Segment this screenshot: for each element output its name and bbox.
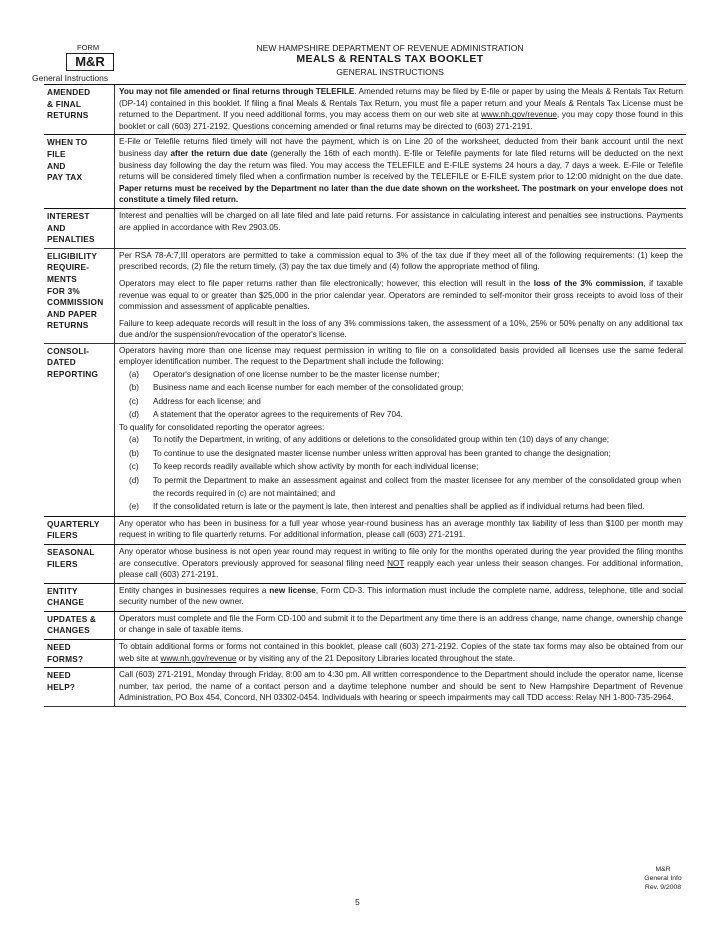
section-label: ELIGIBILITY REQUIRE- MENTS FOR 3% COMMISSION AND PAPER RETURNS bbox=[47, 250, 104, 331]
list-item bbox=[119, 395, 683, 408]
agreement-list bbox=[119, 433, 683, 513]
section-need-help bbox=[44, 667, 686, 707]
underlined-text: NOT bbox=[387, 558, 405, 568]
section-consolidated bbox=[44, 343, 686, 516]
department-title: NEW HAMPSHIRE DEPARTMENT OF REVENUE ADMINISTRATION bbox=[256, 43, 524, 53]
booklet-title: MEALS & RENTALS TAX BOOKLET bbox=[296, 53, 484, 65]
section-label: QUARTERLY FILERS bbox=[47, 518, 100, 541]
list-item bbox=[119, 408, 683, 421]
section-quarterly bbox=[44, 516, 686, 544]
list-value: If the consolidated return is late or the payment is late, then interest and penalties shall be applied as if individual returns had been filed. bbox=[153, 502, 645, 512]
body-text: To qualify for consolidated reporting the operator agrees: bbox=[119, 422, 325, 432]
body-text: Any operator whose business is not open year round may request in writing to file only for the months operated during the year provided the filing months are consecutive. Operators previously approved for seasonal filing need bbox=[119, 546, 683, 568]
website-link[interactable]: www.nh.gov/revenue bbox=[480, 110, 557, 120]
section-label: UPDATES & CHANGES bbox=[47, 613, 97, 636]
section-label: WHEN TO FILE AND PAY TAX bbox=[47, 137, 88, 183]
body-text: E-File or Telefile returns filed timely will not have the payment, which is on Line 20 of the worksheet, deducted from their bank account until the next business day bbox=[119, 137, 683, 158]
request-list bbox=[119, 368, 683, 422]
list-item bbox=[119, 381, 683, 394]
list-value: Operator's designation of one license number to be the master license number; bbox=[153, 370, 440, 380]
body-text: (generally the 16th of each month). E-file or Telefile payments for late filed returns will be deducted on the next business day following the day the return was filed. You may access the TELEFILE and E-FILE systems 24 hours a day, 7 days a week. E-File or Telefile returns will be considered timely filed when a confirmation number is received by the TELEFILE or E-FILE system prior to 12:00 midnight on the due date. bbox=[119, 148, 683, 182]
section-need-forms bbox=[44, 639, 686, 667]
list-value: Business name and each license number for each member of the consolidated group; bbox=[153, 383, 464, 393]
section-label: INTEREST AND PENALTIES bbox=[47, 210, 95, 245]
body-text: Operators having more than one license may request permission in writing to file on a consolidated basis provided all licenses use the same federal employer identification number. The request to the Department shall include the following: bbox=[119, 345, 683, 367]
bold-text: loss of the 3% commission bbox=[533, 278, 644, 288]
section-label: SEASONAL FILERS bbox=[47, 546, 95, 569]
section-label: NEED FORMS? bbox=[47, 642, 84, 664]
body-text: Any operator who has been in business for a full year whose year-round business has an average monthly tax liability of less than $100 per month may request in writing to file quarterly returns. For additional information, please call (603) 271-2191. bbox=[119, 518, 683, 540]
list-key: (d) bbox=[129, 475, 140, 485]
body-text: Operators must complete and file the Form CD-100 and submit it to the Department any time there is an address change, name change, ownership change or change in sale of taxable items. bbox=[119, 613, 683, 635]
section-text bbox=[114, 668, 686, 706]
body-text: , Form CD-3. This information must include the complete name, address, telephone, title and social security number of the new owner. bbox=[119, 585, 684, 607]
list-key: (c) bbox=[129, 462, 139, 472]
section-text bbox=[114, 584, 686, 611]
section-label: CONSOLI- DATED REPORTING bbox=[47, 345, 99, 380]
list-item bbox=[119, 474, 683, 501]
list-value: Address for each license; and bbox=[153, 396, 261, 406]
body-text: or by visiting any of the 21 Depository Libraries located throughout the state. bbox=[236, 653, 515, 663]
list-key: (a) bbox=[129, 435, 140, 445]
bold-text: new license bbox=[269, 585, 316, 595]
body-text: Entity changes in businesses requires a bbox=[119, 585, 270, 595]
body-text: , you may copy those found in this booklet or call (603) 271-2192. Questions concerning amended or final returns may be directed to (603) 271-2191. bbox=[119, 110, 683, 131]
website-link[interactable]: www.nh.gov/revenue bbox=[160, 653, 237, 663]
page-number: 5 bbox=[355, 897, 360, 907]
section-text bbox=[114, 344, 686, 516]
list-value: A statement that the operator agrees to the requirements of Rev 704. bbox=[153, 410, 403, 420]
section-text bbox=[114, 517, 686, 544]
form-footer bbox=[636, 866, 690, 892]
list-item bbox=[119, 460, 683, 473]
body-text: Per RSA 78-A:7,III operators are permitted to take a commission equal to 3% of the tax due if they meet all of the following requirements: (1) keep the prescribed records, (2) file the return timely, (3) pay the tax due timely and (4) follow the appropriate method of filing. bbox=[119, 250, 683, 272]
list-key: (a) bbox=[129, 370, 140, 380]
bold-text: after the return due date bbox=[170, 148, 268, 158]
body-text: . Amended returns may be filed by E-file or paper by using the Meals & Rentals Tax Return (DP-14) contained in this booklet. If filing a final Meals & Rentals Tax Return, you must file a paper return and your Meals & Rentals Tax License must be returned to the Department. If you need additional forms, you may access them on our web site at bbox=[119, 87, 683, 120]
section-label: AMENDED & FINAL RETURNS bbox=[47, 87, 91, 121]
section-text bbox=[114, 612, 686, 639]
section-text bbox=[114, 249, 686, 343]
body-text: reapply each year unless their season changes. For additional information, please call (603) 271-2191. bbox=[119, 558, 684, 580]
footer-revision: Rev. 9/2008 bbox=[644, 883, 682, 891]
section-updates bbox=[44, 611, 686, 639]
section-entity bbox=[44, 583, 686, 611]
section-when-to-file bbox=[44, 134, 686, 208]
section-label: NEED HELP? bbox=[47, 670, 76, 692]
bold-text: You may not file amended or final returns through TELEFILE bbox=[119, 87, 355, 96]
list-key: (d) bbox=[129, 410, 140, 420]
body-text: Failure to keep adequate records will result in the loss of any 3% commissions taken, the assessment of a 10%, 25% or 50% penalty on any additional tax due and/or the suspension/revocation of the operator's license. bbox=[119, 318, 683, 340]
instructions-table bbox=[44, 84, 686, 707]
bold-text: Paper returns must be received by the Department no later than the due date shown on the worksheet. The postmark on your envelope does not constitute a timely filed return. bbox=[119, 183, 683, 205]
body-text: Operators may elect to file paper returns rather than file electronically; however, this election will result in the bbox=[119, 278, 534, 288]
body-text: To obtain additional forms or forms not contained in this booklet, please call (603) 271-2192. Copies of the state tax forms may also be obtained from our web site at bbox=[119, 642, 683, 663]
list-value: To permit the Department to make an assessment against and collect from the master licensee for any member of the consolidated group when the records required in (c) are not maintained; and bbox=[153, 475, 681, 498]
body-text: , if taxable revenue was equal to or greater than $25,000 in the prior calendar year. Operators are reminded to self-monitor their gross receipts to avoid loss of their commission and assessment of applicable penalties. bbox=[119, 278, 683, 312]
section-text bbox=[114, 545, 686, 583]
list-item bbox=[119, 500, 683, 513]
general-instructions-label: General Instructions bbox=[32, 73, 109, 83]
section-text bbox=[114, 135, 686, 208]
form-label: FORM bbox=[77, 43, 100, 52]
list-key: (b) bbox=[129, 448, 140, 458]
list-item bbox=[119, 433, 683, 446]
list-value: To notify the Department, in writing, of any additions or deletions to the consolidated group within ten (10) days of any change; bbox=[153, 435, 610, 445]
section-seasonal bbox=[44, 544, 686, 583]
body-text: Interest and penalties will be charged on all late filed and late paid returns. For assistance in calculating interest and penalties see instructions. Payments are applied in accordance with Rev 2903.05. bbox=[119, 210, 683, 232]
list-item bbox=[119, 447, 683, 460]
section-label: ENTITY CHANGE bbox=[47, 585, 85, 608]
list-key: (e) bbox=[129, 502, 140, 512]
list-item bbox=[119, 368, 683, 381]
body-text: Call (603) 271-2191, Monday through Friday, 8:00 am to 4:30 pm. All written correspondence to the Department should include the operator name, license number, tax period, the name of a contact person and a daytime telephone number and should be sent to New Hampshire Department of Revenue Administration, PO Box 454, Concord, NH 03302-0454. Individuals with hearing or speech impairments may call TDD access: Relay NH 1-800-735-2964. bbox=[119, 670, 683, 703]
section-text bbox=[114, 85, 686, 134]
list-value: To continue to use the designated master license number unless written approval has been granted to change the designation; bbox=[153, 448, 611, 458]
section-text bbox=[114, 640, 686, 667]
footer-section: General Info bbox=[644, 874, 682, 882]
section-amended bbox=[44, 84, 686, 134]
section-eligibility bbox=[44, 248, 686, 343]
footer-form-code: M&R bbox=[655, 866, 671, 873]
list-key: (c) bbox=[129, 396, 139, 406]
section-title: GENERAL INSTRUCTIONS bbox=[336, 67, 444, 77]
section-text bbox=[114, 209, 686, 248]
list-value: To keep records readily available which show activity by month for each individual license; bbox=[153, 462, 479, 472]
form-code-box: M&R bbox=[66, 53, 114, 71]
list-key: (b) bbox=[129, 383, 140, 393]
section-interest bbox=[44, 208, 686, 248]
